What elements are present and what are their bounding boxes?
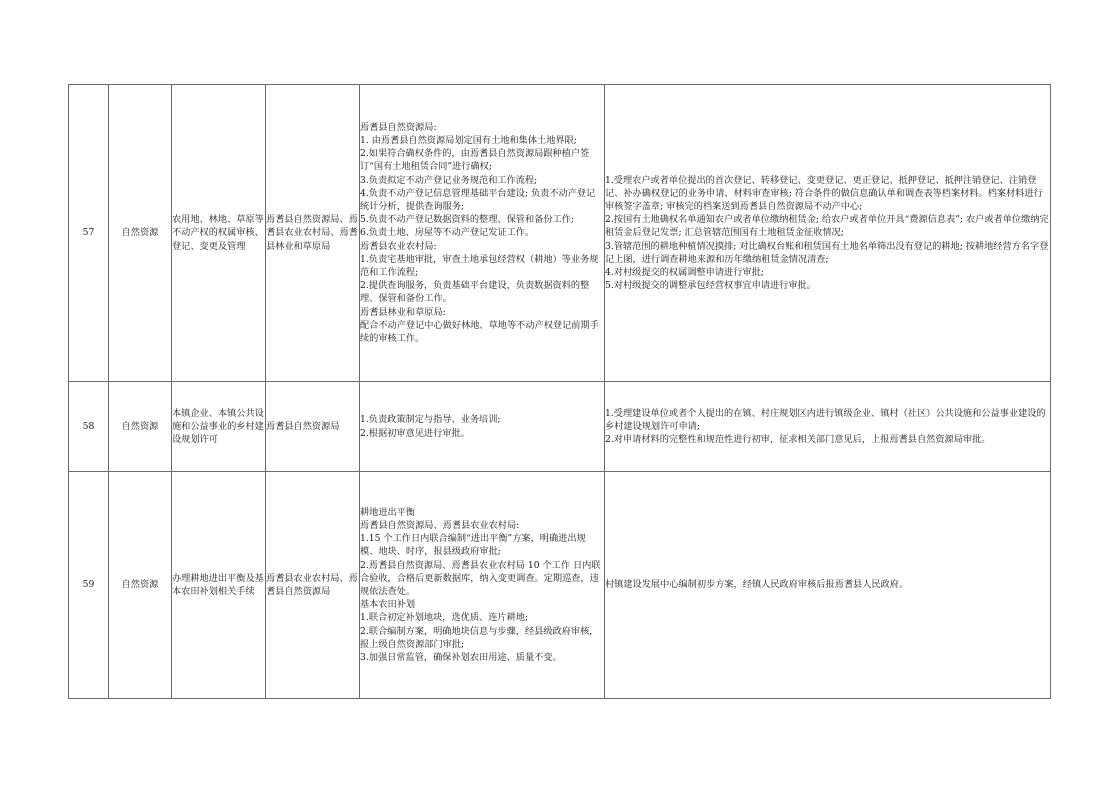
county-duty-line: 基本农田补划 <box>360 599 416 611</box>
category-cell: 自然资源 <box>109 85 172 382</box>
item-name-cell <box>172 382 266 472</box>
town-duty-line: 4.对村级提交的权属调整申请进行审批; <box>605 267 764 278</box>
category-cell: 自然资源 <box>109 472 172 699</box>
county-duty-line: 1.15 个工作日内联合编制“进出平衡”方案，明确进出规模、地块、时序，报县级政府审批; <box>360 533 586 558</box>
county-duty-line: 1. 由焉耆县自然资源局划定国有土地和集体土地界限; <box>360 134 577 146</box>
department: 焉耆县自然资源局、焉耆县农业农村局、焉耆县林业和草原局 <box>266 214 358 252</box>
county-duty-line: 6.负责土地、房屋等不动产登记发证工作。 <box>360 227 535 239</box>
county-duty-line: 2.焉耆县自然资源局、焉耆县农业农村局 10 个工作 日内联合验收，合格后更新数据库，纳入变更调查。定期巡查，违规依法查处。 <box>360 559 601 597</box>
county-duty-line: 耕地进出平衡 <box>360 506 416 518</box>
county-duty-line: 5.负责不动产登记数据资料的整理、保管和备份工作; <box>360 214 574 226</box>
county-duties-cell <box>360 85 605 382</box>
county-duty-line: 3.加强日常监管，确保补划农田用途、质量不变。 <box>360 652 562 664</box>
county-duty-line: 焉耆县自然资源局、焉耆县农业农村局: <box>360 519 520 531</box>
department-cell <box>266 472 360 699</box>
item-name-cell <box>172 472 266 699</box>
town-duty-line: 1.受理农户或者单位提出的首次登记、转移登记、变更登记、更正登记、抵押登记、抵押注销登记、注销登记、补办确权登记的业务申请、材料审查审核; 符合条件的做信息确认单和调查表等档案材料。档案材料进行审核签字盖章; 审核完的档案送到焉耆县自然资源局不动产中心; <box>605 174 1043 212</box>
county-duty-line: 2.提供查询服务，负责基础平台建设，负责数据资料的整理、保管和备份工作。 <box>360 280 590 305</box>
county-duty-line: 2.根据初审意见进行审批。 <box>360 427 470 439</box>
table-row <box>69 472 1051 699</box>
county-duty-line: 2.联合编制方案，明确地块信息与步骤，经县级政府审核，报上级自然资源部门审批; <box>360 625 599 650</box>
row-number: 57 <box>69 85 109 382</box>
town-duties-cell <box>605 382 1051 472</box>
row-number: 59 <box>69 472 109 699</box>
town-duty-line: 5.对村级提交的调整承包经营权事宜申请进行审批。 <box>605 280 816 292</box>
department: 焉耆县自然资源局 <box>266 420 340 432</box>
item-name: 本镇企业、本镇公共设施和公益事业的乡村建设规划许可 <box>172 407 264 446</box>
department: 焉耆县农业农村局、焉耆县自然资源局 <box>266 572 358 597</box>
county-duty-line: 2.如果符合确权条件的，由焉耆县自然资源局跟种植户签订“国有土地租赁合同”进行确权; <box>360 148 590 173</box>
item-name: 农用地、林地、草原等不动产权的权属审核、登记、变更及管理 <box>172 214 264 252</box>
item-name: 办理耕地进出平衡及基本农田补划相关手续 <box>172 572 264 597</box>
town-duties-cell <box>605 85 1051 382</box>
county-duty-line: 焉耆县林业和草原局: <box>360 306 446 318</box>
category-cell: 自然资源 <box>109 382 172 472</box>
county-duty-line: 3.负责拟定不动产登记业务规范和工作流程; <box>360 174 538 186</box>
department-cell <box>266 382 360 472</box>
department-cell <box>266 85 360 382</box>
town-duty-line: 2.对申请材料的完整性和规范性进行初审，征求相关部门意见后，上报焉耆县自然资源局审批。 <box>605 434 991 446</box>
county-duty-line: 配合不动产登记中心做好林地、草地等不动产权登记前期手续的审核工作。 <box>360 319 599 345</box>
row-number: 58 <box>69 382 109 472</box>
town-duty-line: 村镇建设发展中心编制初步方案，经镇人民政府审核后报焉耆县人民政府。 <box>605 579 909 591</box>
town-duties-cell <box>605 472 1051 699</box>
town-duty-line: 3.管辖范围的耕地种植情况摸排; 对比确权台账和租赁国有土地名单筛出没有登记的耕地; 按耕地经营方名字登记上图，进行调查耕地来源和历年缴纳租赁金情况清查; <box>605 240 1049 265</box>
county-duties-cell <box>360 382 605 472</box>
county-duty-line: 4.负责不动产登记信息管理基础平台建设; 负责不动产登记统计分析，提供查询服务; <box>360 187 596 212</box>
responsibility-table <box>68 84 1051 699</box>
county-duties-cell <box>360 472 605 699</box>
table-row <box>69 382 1051 472</box>
town-duty-line: 1.受理建设单位或者个人提出的在镇、村庄规划区内进行镇级企业、镇村（社区）公共设施和公益事业建设的乡村建设规划许可申请; <box>605 407 1046 432</box>
county-duty-line: 1.负责宅基地审批，审查土地承包经营权（耕地）等业务规范和工作流程; <box>360 253 599 278</box>
county-duty-line: 焉耆县农业农村局: <box>360 240 437 252</box>
table-row <box>69 85 1051 382</box>
county-duty-line: 1.负责政策制定与指导、业务培训; <box>360 414 501 426</box>
county-duty-line: 焉耆县自然资源局: <box>360 121 437 133</box>
town-duty-line: 2.按国有土地确权名单通知农户或者单位缴纳租赁金; 给农户或者单位开具“费源信息表”; 农户或者单位缴纳完租赁金后登记发票; 汇总管辖范围国有土地租赁金征收情况; <box>605 214 1049 239</box>
county-duty-line: 1.联合初定补划地块，选优质、连片耕地; <box>360 612 529 624</box>
item-name-cell <box>172 85 266 382</box>
